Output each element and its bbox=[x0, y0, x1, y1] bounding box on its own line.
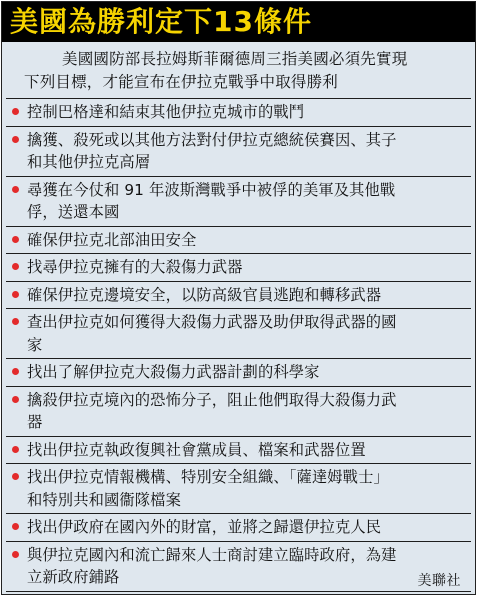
list-item-text bbox=[27, 179, 467, 224]
intro-line: 下列目標，才能宣布在伊拉克戰爭中取得勝利 bbox=[24, 73, 339, 91]
infographic-card bbox=[1, 1, 476, 595]
list-item bbox=[6, 387, 471, 437]
list-item-text bbox=[27, 466, 467, 511]
list-item bbox=[6, 127, 471, 177]
list-item-line: 尋獲在今仗和 91 年波斯灣戰爭中被俘的美軍及其他戰 bbox=[27, 180, 396, 199]
list-item-text bbox=[27, 439, 467, 462]
list-item-line: 找出伊政府在國內外的財富，並將之歸還伊拉克人民 bbox=[27, 518, 382, 536]
list-item-text bbox=[27, 311, 467, 356]
bullet-dot-icon bbox=[12, 236, 19, 243]
conditions-list bbox=[6, 98, 471, 592]
headline: 美國為勝利定下13條件 bbox=[2, 2, 475, 42]
list-item-line: 和特別共和國衞隊檔案 bbox=[27, 490, 181, 509]
list-item-line: 和其他伊拉克高層 bbox=[27, 153, 151, 171]
bullet-dot-icon bbox=[12, 108, 19, 115]
bullet-dot-icon bbox=[12, 523, 19, 530]
list-item-text bbox=[27, 284, 467, 307]
list-item bbox=[6, 309, 471, 359]
list-item-text bbox=[27, 101, 467, 124]
list-item-text bbox=[27, 361, 467, 384]
list-item-line: 查出伊拉克如何獲得大殺傷力武器及助伊取得武器的國 bbox=[27, 313, 397, 331]
source-credit: 美聯社 bbox=[417, 573, 461, 589]
list-item-line: 家 bbox=[27, 335, 43, 354]
list-item-line: 立新政府鋪路 bbox=[27, 568, 120, 586]
list-item-line: 控制巴格達和結束其他伊拉克城市的戰鬥 bbox=[27, 103, 305, 121]
list-item bbox=[6, 227, 471, 255]
list-item-text bbox=[27, 129, 467, 174]
list-item-line: 器 bbox=[27, 413, 43, 431]
list-item-text bbox=[27, 229, 467, 252]
list-item-line: 擒殺伊拉克境內的恐怖分子，阻止他們取得大殺傷力武 bbox=[27, 390, 397, 409]
bullet-dot-icon bbox=[12, 186, 19, 193]
list-item bbox=[6, 254, 471, 282]
list-item-text bbox=[27, 256, 467, 279]
list-item-line: 與伊拉克國內和流亡歸來人士商討建立臨時政府，為建 bbox=[27, 545, 397, 564]
list-item bbox=[6, 359, 471, 387]
list-item-line: 找出伊拉克情報機構、特別安全組織、「薩達姆戰士」 bbox=[27, 468, 389, 486]
bullet-dot-icon bbox=[12, 396, 19, 403]
bullet-dot-icon bbox=[12, 446, 19, 453]
list-item bbox=[6, 514, 471, 542]
list-item-line: 確保伊拉克邊境安全，以防高級官員逃跑和轉移武器 bbox=[27, 285, 382, 304]
list-item-text bbox=[27, 544, 467, 589]
bullet-dot-icon bbox=[12, 551, 19, 558]
list-item-line: 擒獲、殺死或以其他方法對付伊拉克總統侯賽因、其子 bbox=[27, 130, 397, 149]
list-item bbox=[6, 99, 471, 127]
bullet-dot-icon bbox=[12, 473, 19, 480]
list-item bbox=[6, 542, 471, 592]
list-item-line: 俘，送還本國 bbox=[27, 203, 120, 221]
list-item-line: 找出了解伊拉克大殺傷力武器計劃的科學家 bbox=[27, 363, 320, 381]
list-item bbox=[6, 437, 471, 465]
list-item-line: 確保伊拉克北部油田安全 bbox=[27, 230, 197, 249]
list-item bbox=[6, 464, 471, 514]
list-item-line: 找出伊拉克執政復興社會黨成員、檔案和武器位置 bbox=[27, 440, 366, 459]
bullet-dot-icon bbox=[12, 318, 19, 325]
list-item bbox=[6, 177, 471, 227]
list-item-text bbox=[27, 389, 467, 434]
list-item-text bbox=[27, 516, 467, 539]
list-item bbox=[6, 282, 471, 310]
bullet-dot-icon bbox=[12, 368, 19, 375]
bullet-dot-icon bbox=[12, 136, 19, 143]
intro-line: 美國國防部長拉姆斯菲爾德周三指美國必須先實現 bbox=[62, 50, 408, 68]
list-item-line: 找尋伊拉克擁有的大殺傷力武器 bbox=[27, 258, 243, 276]
bullet-dot-icon bbox=[12, 291, 19, 298]
bullet-dot-icon bbox=[12, 263, 19, 270]
intro-paragraph bbox=[24, 48, 469, 94]
